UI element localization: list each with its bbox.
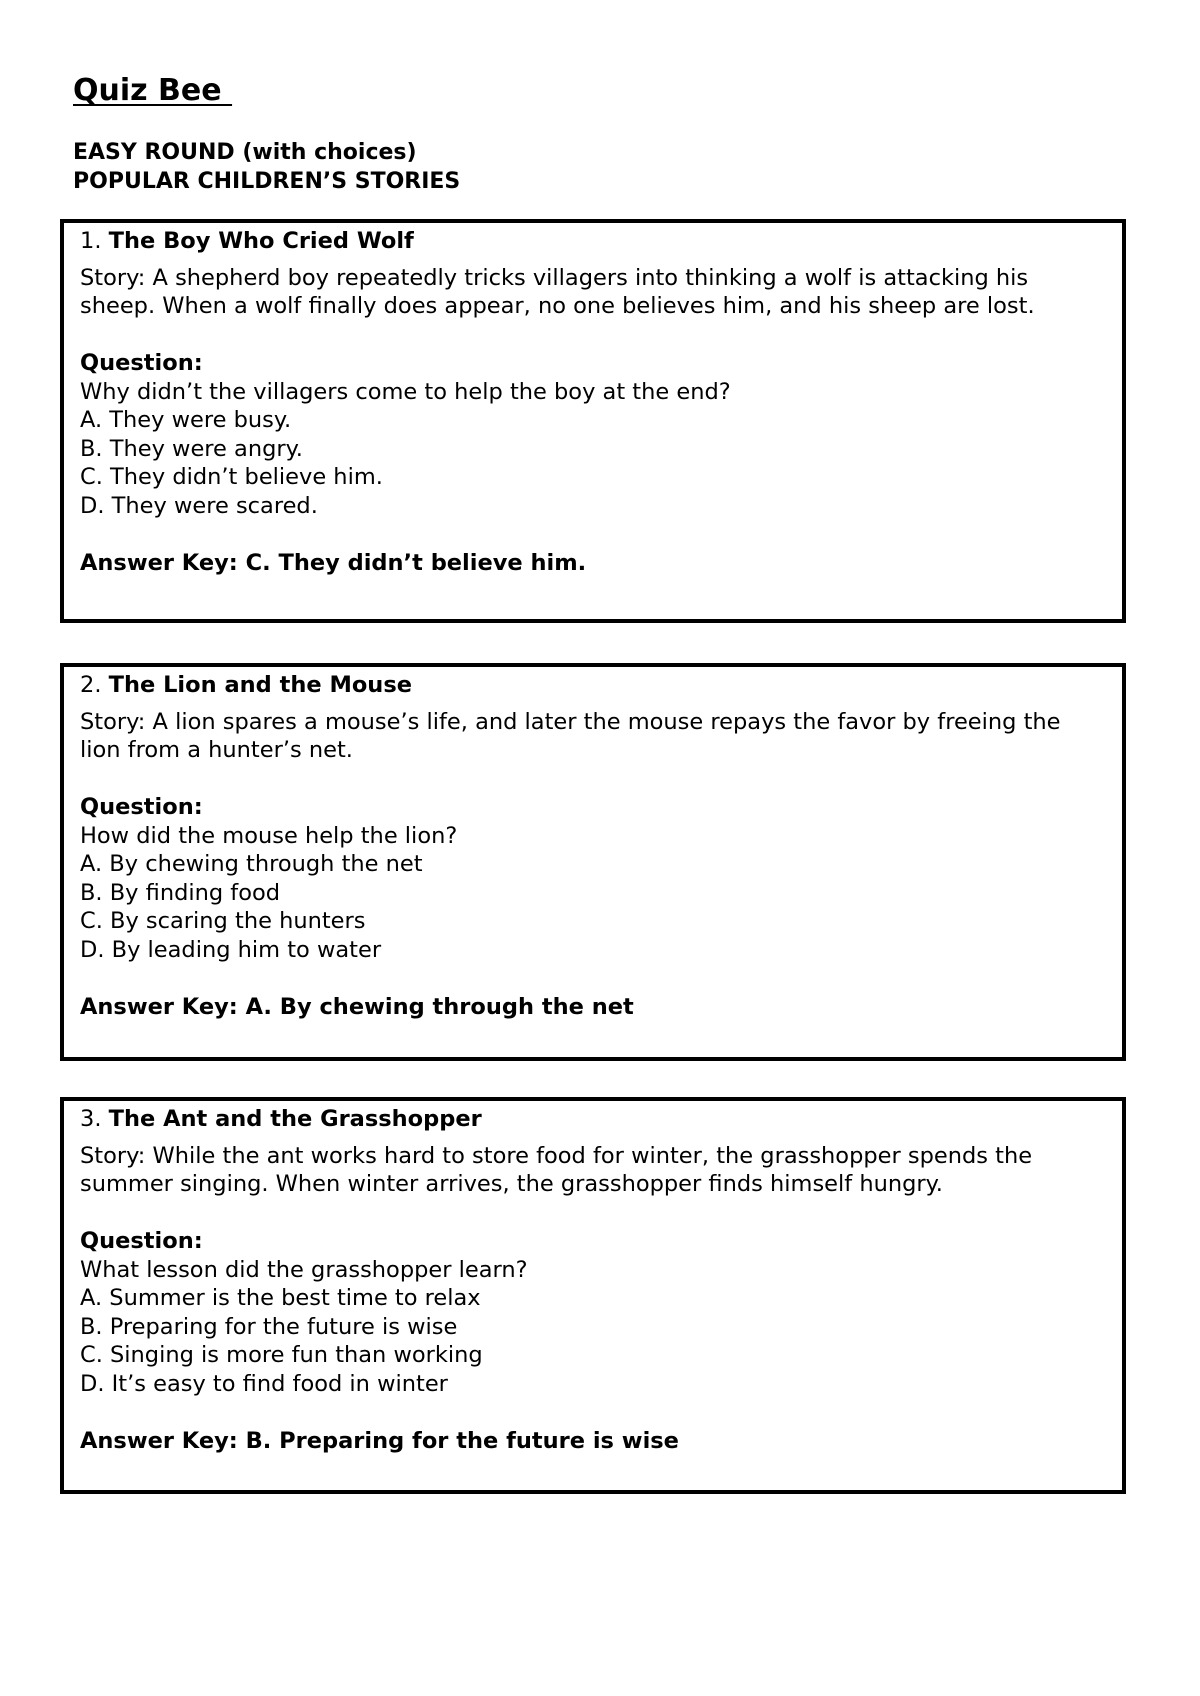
choice-list [80, 1284, 1108, 1398]
choice-b: B. By finding food [80, 879, 281, 906]
story-text: Story: A shepherd boy repeatedly tricks villagers into thinking a wolf is attacking his sheep. When a wolf finally does appear, no one believes him, and his sheep are lost. [80, 264, 1035, 319]
question-label: Question: [80, 794, 203, 820]
story-title: The Boy Who Cried Wolf [108, 228, 414, 254]
category-label: POPULAR CHILDREN’S STORIES [73, 169, 461, 194]
story-title: The Ant and the Grasshopper [108, 1106, 482, 1132]
choice-d: D. They were scared. [80, 492, 318, 519]
card-heading [80, 671, 1108, 700]
choice-a: A. They were busy. [80, 407, 292, 433]
question-text: How did the mouse help the lion? [80, 822, 458, 849]
question-label: Question: [80, 1228, 203, 1254]
question-card-3 [60, 1097, 1126, 1494]
question-number: 2. [80, 672, 102, 698]
answer-key: Answer Key: A. By chewing through the net [80, 993, 634, 1020]
card-heading [80, 1105, 1108, 1134]
answer-key: Answer Key: B. Preparing for the future is wise [80, 1427, 679, 1454]
choice-list [80, 850, 1108, 964]
round-label: EASY ROUND (with choices) [73, 140, 417, 165]
subtitle-block [73, 138, 460, 196]
choice-d: D. It’s easy to find food in winter [80, 1370, 448, 1397]
question-card-1 [60, 219, 1126, 623]
choice-list [80, 406, 1108, 520]
choice-c: C. They didn’t believe him. [80, 464, 383, 490]
answer-key: Answer Key: C. They didn’t believe him. [80, 549, 587, 576]
question-label: Question: [80, 350, 203, 376]
choice-a: A. By chewing through the net [80, 851, 423, 877]
choice-c: C. By scaring the hunters [80, 908, 366, 934]
question-number: 3. [80, 1106, 102, 1132]
choice-a: A. Summer is the best time to relax [80, 1285, 481, 1311]
story-title: The Lion and the Mouse [108, 672, 412, 698]
page-title: Quiz Bee [73, 73, 233, 108]
choice-b: B. Preparing for the future is wise [80, 1313, 458, 1340]
choice-c: C. Singing is more fun than working [80, 1342, 483, 1368]
question-card-2 [60, 663, 1126, 1061]
question-number: 1. [80, 228, 102, 254]
card-heading [80, 227, 1108, 256]
story-text: Story: While the ant works hard to store food for winter, the grasshopper spends the summer singing. When winter arrives, the grasshopper finds himself hungry. [80, 1142, 1033, 1197]
question-text: Why didn’t the villagers come to help the boy at the end? [80, 378, 731, 405]
story-text: Story: A lion spares a mouse’s life, and later the mouse repays the favor by freeing the lion from a hunter’s net. [80, 708, 1061, 763]
choice-d: D. By leading him to water [80, 936, 382, 963]
question-text: What lesson did the grasshopper learn? [80, 1256, 528, 1283]
choice-b: B. They were angry. [80, 435, 303, 462]
